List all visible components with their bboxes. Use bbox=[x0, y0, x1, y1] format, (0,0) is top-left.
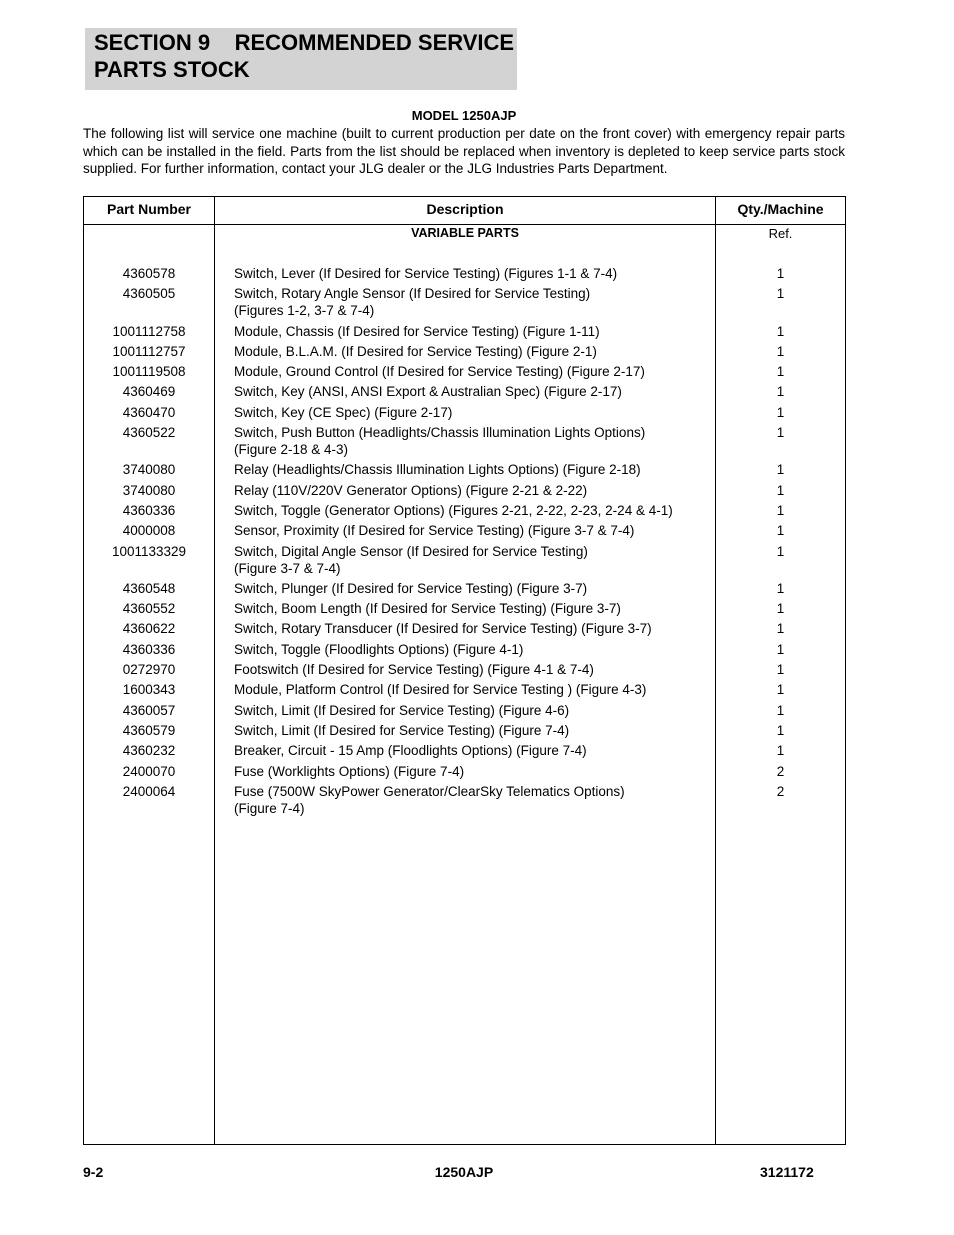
description-cell bbox=[234, 702, 704, 719]
part-number-cell: 0272970 bbox=[122, 662, 176, 678]
model-title: MODEL 1250AJP bbox=[411, 108, 517, 123]
part-number-cell: 4360622 bbox=[122, 621, 176, 637]
section-banner bbox=[85, 28, 517, 90]
description-line: Switch, Plunger (If Desired for Service Testing) (Figure 3-7) bbox=[234, 580, 588, 596]
qty-cell: 1 bbox=[776, 682, 785, 698]
description-line: Switch, Key (ANSI, ANSI Export & Australian Spec) (Figure 2-17) bbox=[234, 384, 622, 400]
part-number-cell: 3740080 bbox=[122, 462, 176, 478]
description-line: Module, Platform Control (If Desired for Service Testing ) (Figure 4-3) bbox=[234, 682, 647, 698]
intro-paragraph: The following list will service one machine (built to current production per date on the front cover) with emergency repair parts which can be installed in the field. Parts from the list should be replaced when inventory is depleted to keep service parts stock supplied. For further information, contact your JLG dealer or the JLG Industries Parts Department. bbox=[83, 126, 845, 176]
header-qty: Qty./Machine bbox=[737, 201, 824, 217]
header-description: Description bbox=[426, 201, 504, 217]
description-cell bbox=[234, 641, 704, 658]
part-number-cell: 4000008 bbox=[122, 523, 176, 539]
part-number-cell: 1001133329 bbox=[111, 543, 187, 559]
part-number-cell: 4360470 bbox=[122, 404, 176, 420]
part-number-cell: 4360336 bbox=[122, 502, 176, 518]
description-line: Switch, Lever (If Desired for Service Testing) (Figures 1-1 & 7-4) bbox=[234, 266, 618, 281]
description-line: (Figure 7-4) bbox=[234, 800, 305, 816]
description-line: Relay (110V/220V Generator Options) (Figure 2-21 & 2-22) bbox=[234, 482, 588, 498]
description-cell bbox=[234, 580, 704, 597]
table-row bbox=[84, 363, 845, 380]
description-cell bbox=[234, 482, 704, 499]
description-cell bbox=[234, 600, 704, 617]
description-line: Relay (Headlights/Chassis Illumination Lights Options) (Figure 2-18) bbox=[234, 462, 641, 478]
description-cell bbox=[234, 383, 704, 400]
table-row bbox=[84, 424, 845, 458]
table-row bbox=[84, 681, 845, 698]
table-row bbox=[84, 522, 845, 539]
table-row bbox=[84, 783, 845, 817]
footer-model: 1250AJP bbox=[434, 1164, 494, 1180]
description-cell bbox=[234, 323, 704, 340]
qty-cell: 1 bbox=[776, 404, 785, 420]
description-cell bbox=[234, 265, 704, 282]
description-line: (Figure 2-18 & 4-3) bbox=[234, 442, 349, 458]
qty-cell: 1 bbox=[776, 601, 785, 617]
description-cell bbox=[234, 661, 704, 678]
part-number-cell: 4360232 bbox=[122, 743, 176, 759]
description-cell bbox=[234, 461, 704, 478]
description-cell bbox=[234, 742, 704, 759]
description-line: Module, Ground Control (If Desired for Service Testing) (Figure 2-17) bbox=[234, 364, 645, 380]
part-number-cell: 1001112758 bbox=[112, 323, 186, 339]
description-line: (Figure 3-7 & 7-4) bbox=[234, 560, 341, 576]
qty-cell: 1 bbox=[776, 580, 785, 596]
description-line: Switch, Rotary Angle Sensor (If Desired for Service Testing) bbox=[234, 286, 591, 302]
table-row bbox=[84, 323, 845, 340]
part-number-cell: 1001119508 bbox=[112, 364, 186, 380]
description-cell bbox=[234, 285, 704, 319]
qty-cell: 1 bbox=[776, 286, 785, 302]
description-cell bbox=[234, 620, 704, 637]
section-title-line-1: SECTION 9 RECOMMENDED SERVICE bbox=[94, 30, 515, 55]
description-cell bbox=[234, 424, 704, 458]
qty-cell: 1 bbox=[776, 462, 785, 478]
part-number-cell: 4360057 bbox=[122, 702, 176, 718]
description-cell bbox=[234, 722, 704, 739]
part-number-cell: 4360578 bbox=[122, 266, 176, 281]
description-line: Module, B.L.A.M. (If Desired for Service Testing) (Figure 2-1) bbox=[234, 343, 597, 359]
description-cell bbox=[234, 502, 704, 519]
qty-cell: 1 bbox=[776, 743, 785, 759]
description-cell bbox=[234, 681, 704, 698]
header-part-number: Part Number bbox=[106, 201, 192, 217]
description-line: Switch, Push Button (Headlights/Chassis Illumination Lights Options) bbox=[234, 425, 646, 441]
description-line: Module, Chassis (If Desired for Service Testing) (Figure 1-11) bbox=[234, 323, 600, 339]
description-line: Switch, Limit (If Desired for Service Testing) (Figure 4-6) bbox=[234, 702, 570, 718]
table-row bbox=[84, 285, 845, 319]
parts-table bbox=[83, 196, 846, 1145]
table-row bbox=[84, 641, 845, 658]
qty-cell: 1 bbox=[776, 621, 785, 637]
qty-cell: 2 bbox=[776, 783, 785, 799]
part-number-cell: 4360579 bbox=[122, 722, 176, 738]
table-row bbox=[84, 482, 845, 499]
part-number-cell: 4360336 bbox=[122, 641, 176, 657]
qty-cell: 1 bbox=[776, 364, 785, 380]
description-line: Fuse (Worklights Options) (Figure 7-4) bbox=[234, 763, 465, 779]
qty-cell: 1 bbox=[776, 384, 785, 400]
table-row bbox=[84, 580, 845, 597]
part-number-cell: 3740080 bbox=[122, 482, 176, 498]
part-number-cell: 2400070 bbox=[122, 763, 176, 779]
section-title bbox=[94, 29, 515, 83]
part-number-cell: 2400064 bbox=[122, 783, 176, 799]
description-line: (Figures 1-2, 3-7 & 7-4) bbox=[234, 303, 375, 319]
qty-cell: 1 bbox=[776, 343, 785, 359]
qty-cell: 1 bbox=[776, 502, 785, 518]
part-number-cell: 1600343 bbox=[122, 682, 176, 698]
part-number-cell: 4360548 bbox=[122, 580, 176, 596]
description-cell bbox=[234, 522, 704, 539]
group-label: VARIABLE PARTS bbox=[411, 226, 519, 240]
description-cell bbox=[234, 763, 704, 780]
table-row bbox=[84, 702, 845, 719]
table-row bbox=[84, 543, 845, 577]
part-number-cell: 4360552 bbox=[122, 601, 176, 617]
description-line: Switch, Limit (If Desired for Service Testing) (Figure 7-4) bbox=[234, 722, 570, 738]
part-number-cell: 4360505 bbox=[122, 286, 176, 302]
table-row bbox=[84, 265, 845, 282]
description-line: Switch, Boom Length (If Desired for Service Testing) (Figure 3-7) bbox=[234, 601, 621, 617]
qty-cell: 1 bbox=[776, 662, 785, 678]
section-title-line-2: PARTS STOCK bbox=[94, 57, 250, 82]
group-qty: Ref. bbox=[768, 226, 793, 241]
table-row bbox=[84, 404, 845, 421]
description-line: Sensor, Proximity (If Desired for Service Testing) (Figure 3-7 & 7-4) bbox=[234, 523, 635, 539]
header-divider bbox=[84, 224, 845, 225]
qty-cell: 1 bbox=[776, 323, 785, 339]
description-cell bbox=[234, 783, 704, 817]
table-row bbox=[84, 383, 845, 400]
description-cell bbox=[234, 343, 704, 360]
part-number-cell: 1001112757 bbox=[112, 343, 186, 359]
qty-cell: 1 bbox=[776, 425, 785, 441]
table-row bbox=[84, 763, 845, 780]
qty-cell: 1 bbox=[776, 266, 785, 281]
table-rows bbox=[84, 265, 845, 820]
description-cell bbox=[234, 363, 704, 380]
table-row bbox=[84, 722, 845, 739]
description-line: Fuse (7500W SkyPower Generator/ClearSky Telematics Options) bbox=[234, 783, 625, 799]
page-number: 9-2 bbox=[83, 1164, 104, 1180]
table-row bbox=[84, 661, 845, 678]
table-row bbox=[84, 461, 845, 478]
description-line: Breaker, Circuit - 15 Amp (Floodlights Options) (Figure 7-4) bbox=[234, 743, 587, 759]
table-row bbox=[84, 742, 845, 759]
qty-cell: 1 bbox=[776, 523, 785, 539]
doc-number: 3121172 bbox=[760, 1164, 814, 1180]
qty-cell: 1 bbox=[776, 543, 785, 559]
table-row bbox=[84, 343, 845, 360]
table-row bbox=[84, 620, 845, 637]
description-line: Switch, Key (CE Spec) (Figure 2-17) bbox=[234, 404, 453, 420]
description-line: Footswitch (If Desired for Service Testing) (Figure 4-1 & 7-4) bbox=[234, 662, 594, 678]
description-cell bbox=[234, 404, 704, 421]
table-row bbox=[84, 502, 845, 519]
description-line: Switch, Toggle (Floodlights Options) (Figure 4-1) bbox=[234, 641, 524, 657]
qty-cell: 1 bbox=[776, 641, 785, 657]
description-cell bbox=[234, 543, 704, 577]
qty-cell: 1 bbox=[776, 722, 785, 738]
description-line: Switch, Toggle (Generator Options) (Figures 2-21, 2-22, 2-23, 2-24 & 4-1) bbox=[234, 502, 673, 518]
part-number-cell: 4360469 bbox=[122, 384, 176, 400]
part-number-cell: 4360522 bbox=[122, 425, 176, 441]
qty-cell: 1 bbox=[776, 482, 785, 498]
description-line: Switch, Rotary Transducer (If Desired for Service Testing) (Figure 3-7) bbox=[234, 621, 652, 637]
table-row bbox=[84, 600, 845, 617]
qty-cell: 1 bbox=[776, 702, 785, 718]
description-line: Switch, Digital Angle Sensor (If Desired for Service Testing) bbox=[234, 543, 588, 559]
qty-cell: 2 bbox=[776, 763, 785, 779]
